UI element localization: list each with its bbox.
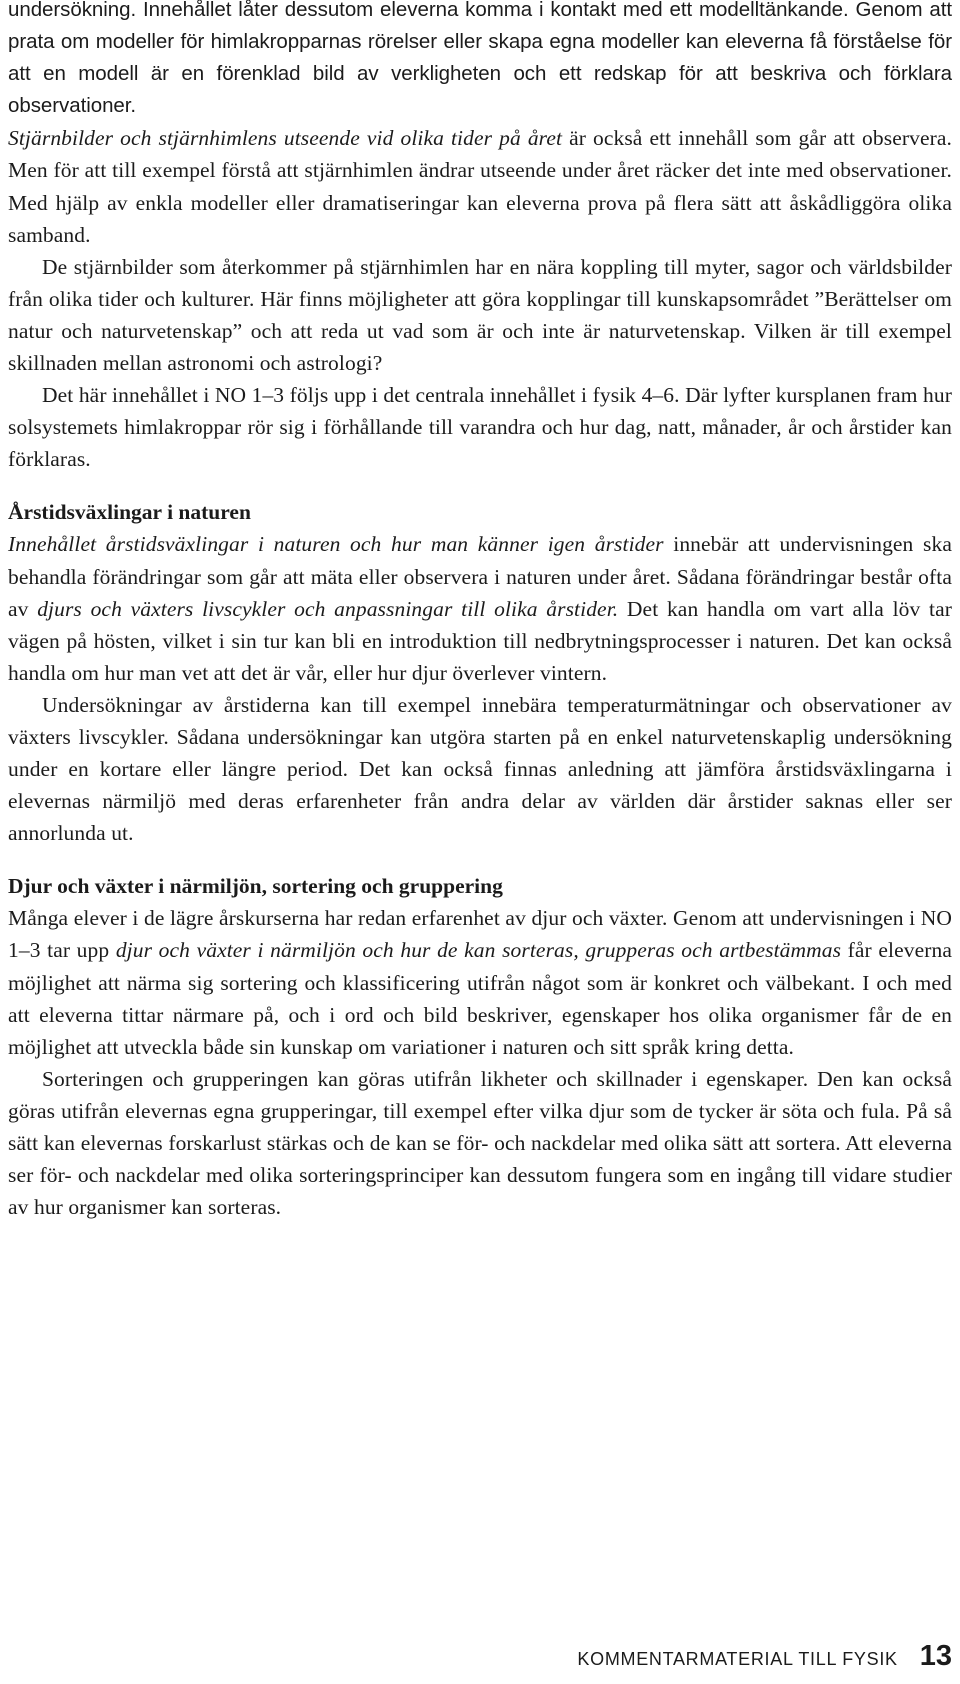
paragraph-arstider-intro	[8, 528, 952, 688]
section-heading: Djur och växter i närmiljön, sortering och gruppering	[8, 874, 503, 899]
paragraph-djur-intro	[8, 902, 952, 1062]
paragraph-modelltankande	[8, 0, 952, 122]
page-number: 13	[919, 1640, 952, 1672]
paragraph-text: undersökning. Innehållet låter dessutom eleverna komma i kontakt med ett modelltänkande. Genom att prata om modeller för himlakropparnas rörelser eller skapa egna modeller kan eleverna få förståelse för att en modell är en förenklad bild av verkligheten och ett redskap för att beskriva och förklara observationer.	[8, 0, 952, 118]
emphasis-text: Innehållet årstidsväxlingar i naturen och hur man känner igen årstider	[8, 532, 664, 557]
paragraph-text: får eleverna möjlighet att närma sig sortering och klassificering utifrån något som är konkret och välbekant. I och med att eleverna tittar närmare på, och i ord och bild beskriver, egenskaper hos olika organismer får de en möjlighet att utveckla både sin kunskap om variationer i naturen och sitt språk kring detta.	[8, 938, 952, 1059]
paragraph-arstider-undersokningar	[8, 689, 952, 849]
document-page	[8, 0, 952, 1684]
paragraph-fysik-koppling	[8, 379, 952, 475]
paragraph-text: Undersökningar av årstiderna kan till exempel innebära temperaturmätningar och observationer av växters livscykler. Sådana undersökningar kan utgöra starten på en enkel naturvetenskaplig undersökning under en kortare eller längre period. Det kan också finnas anledning att jämföra årstidsväxlingarna i elevernas närmiljö med deras erfarenheter från andra delar av världen där årstider saknas eller ser annorlunda ut.	[8, 692, 952, 846]
paragraph-text: Sorteringen och grupperingen kan göras utifrån likheter och skillnader i egenskaper. Den kan också göras utifrån elevernas egna grupperingar, till exempel efter vilka djur som de tycker är söta och fula. På så sätt kan elevernas forskarlust stärkas och de kan se för- och nackdelar med olika sätt att sortera. Att eleverna ser för- och nackdelar med olika sorteringsprinciper kan dessutom fungera som en ingång till vidare studier av hur organismer kan sorteras.	[8, 1066, 952, 1220]
emphasis-text: djur och växter i närmiljön och hur de kan sorteras, grupperas och artbestämmas	[115, 938, 842, 963]
paragraph-myter	[8, 251, 952, 379]
paragraph-stjarnbilder	[8, 122, 952, 250]
paragraph-text: Det här innehållet i NO 1–3 följs upp i det centrala innehållet i fysik 4–6. Där lyfter kursplanen fram hur solsystemets himlakroppar rör sig i förhållande till varandra och hur dag, natt, månader, år och årstider kan förklaras.	[8, 383, 952, 472]
section-heading: Årstidsväxlingar i naturen	[8, 500, 251, 525]
section-arstidsvaxlingar	[8, 496, 952, 849]
paragraph-text: Det kan handla om vart alla löv tar vägen på hösten, vilket i sin tur kan bli en introduktion till nedbrytningsprocesser i naturen. Det kan också handla om hur man vet att det är vår, eller hur djur överlever vintern.	[8, 596, 953, 685]
emphasis-text: djurs och växters livscykler och anpassningar till olika årstider.	[37, 596, 619, 621]
page-footer	[577, 1640, 952, 1680]
document-body	[8, 0, 952, 1223]
paragraph-sortering	[8, 1063, 952, 1223]
paragraph-text: De stjärnbilder som återkommer på stjärnhimlen har en nära koppling till myter, sagor och världsbilder från olika tider och kulturer. Här finns möjligheter att göra kopplingar till kunskapsområdet ”Berättelser om natur och naturvetenskap” och att reda ut vad som är och inte är naturvetenskap. Vilken är till exempel skillnaden mellan astronomi och astrologi?	[8, 254, 952, 376]
paragraph-text: innebär att undervisningen ska behandla förändringar som går att mäta eller observera i naturen under året. Sådana förändringar består ofta av	[8, 532, 952, 621]
emphasis-text: Stjärnbilder och stjärnhimlens utseende vid olika tider på året	[8, 126, 563, 151]
section-djur-och-vaxter	[8, 870, 952, 1223]
footer-label: KOMMENTARMATERIAL TILL FYSIK	[577, 1649, 898, 1669]
paragraph-text: är också ett innehåll som går att observera. Men för att till exempel förstå att stjärnhimlen ändrar utseende under året räcker det inte med observationer. Med hjälp av enkla modeller eller dramatiseringar kan eleverna prova på flera sätt att åskådliggöra olika samband.	[8, 126, 952, 247]
paragraph-text: Många elever i de lägre årskurserna har redan erfarenhet av djur och växter. Genom att undervisningen i NO 1–3 tar upp	[8, 906, 952, 963]
